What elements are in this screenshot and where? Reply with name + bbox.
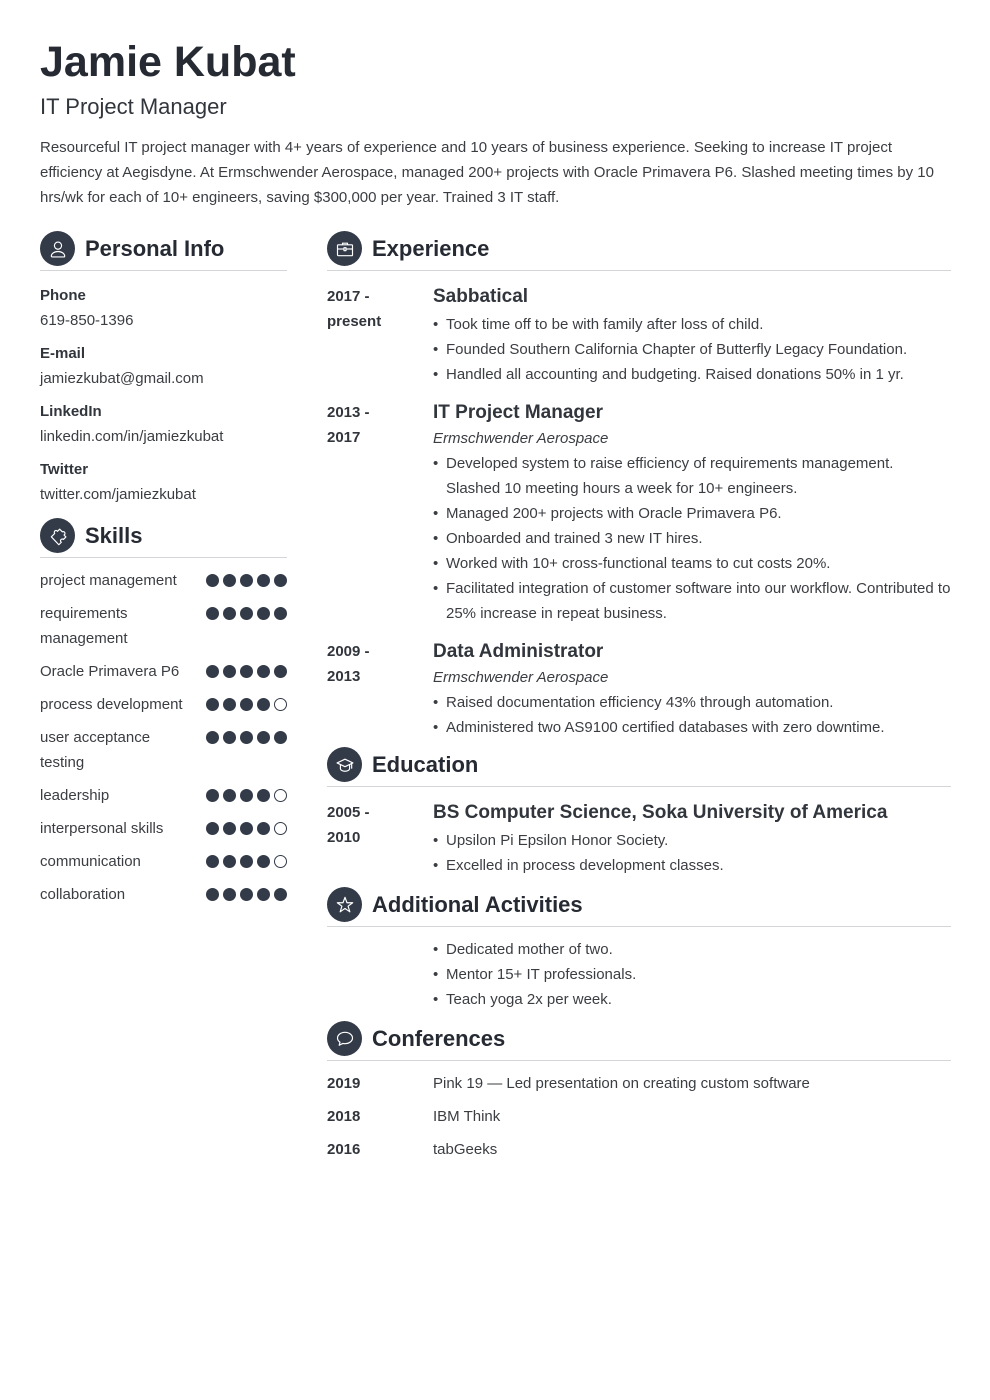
- bullet-item: • Managed 200+ projects with Oracle Primavera P6.: [433, 501, 951, 526]
- skill-rating: [206, 659, 287, 678]
- filled-dot-icon: [257, 822, 270, 835]
- date-end: present: [327, 313, 382, 330]
- skill-rating: [206, 882, 287, 901]
- bullet-item: • Facilitated integration of customer software into our workflow. Contributed to 25% increase in repeat business.: [433, 576, 951, 626]
- section-header: [327, 886, 951, 927]
- email-value: jamiezkubat@gmail.com: [40, 370, 204, 387]
- additional-activities-section: [327, 886, 951, 1012]
- filled-dot-icon: [274, 607, 287, 620]
- entry-date: [327, 283, 433, 387]
- bullet-item: • Worked with 10+ cross-functional teams to cut costs 20%.: [433, 551, 951, 576]
- info-label: Phone: [40, 287, 86, 304]
- bullet-item: • Administered two AS9100 certified databases with zero downtime.: [433, 715, 951, 740]
- filled-dot-icon: [240, 888, 253, 901]
- empty-dot-icon: [274, 822, 287, 835]
- filled-dot-icon: [223, 888, 236, 901]
- bullet-item: • Handled all accounting and budgeting. Raised donations 50% in 1 yr.: [433, 362, 951, 387]
- info-item-email: [40, 341, 287, 391]
- section-header: [40, 517, 287, 558]
- skill-row: [40, 692, 287, 717]
- filled-dot-icon: [206, 855, 219, 868]
- section-title: Personal Info: [85, 236, 225, 261]
- conference-row: [327, 1133, 951, 1166]
- experience-entry: [327, 399, 951, 626]
- filled-dot-icon: [223, 607, 236, 620]
- filled-dot-icon: [240, 698, 253, 711]
- skill-row: [40, 816, 287, 841]
- skill-row: [40, 783, 287, 808]
- briefcase-icon: [327, 231, 362, 266]
- speech-bubble-icon: [327, 1021, 362, 1056]
- date-start: 2017 -: [327, 288, 370, 305]
- filled-dot-icon: [223, 855, 236, 868]
- date-end: 2010: [327, 829, 361, 846]
- conference-text: IBM Think: [433, 1108, 501, 1125]
- company-name: Ermschwender Aerospace: [433, 669, 609, 686]
- filled-dot-icon: [257, 731, 270, 744]
- summary-paragraph: Resourceful IT project manager with 4+ years of experience and 10 years of business experience. Seeking to increase IT project efficiency at Aegisdyne. At Ermschwender Aerospace, managed 200+ projects with Oracle Primavera P6. Slashed meeting times by 10 hrs/wk for each of 10+ engineers, saving $300,000 per year. Trained 3 IT staff.: [40, 139, 934, 206]
- filled-dot-icon: [257, 607, 270, 620]
- job-title: Data Administrator: [433, 641, 604, 662]
- filled-dot-icon: [240, 789, 253, 802]
- filled-dot-icon: [223, 574, 236, 587]
- skill-rating: [206, 783, 287, 802]
- empty-dot-icon: [274, 698, 287, 711]
- bullet-list: [433, 451, 951, 626]
- info-item-phone: [40, 283, 287, 333]
- experience-section: [327, 230, 951, 740]
- skill-name: user acceptance testing: [40, 729, 151, 771]
- conferences-section: [327, 1020, 951, 1166]
- section-title: Skills: [85, 523, 143, 548]
- info-item-linkedin: [40, 399, 287, 449]
- filled-dot-icon: [206, 574, 219, 587]
- filled-dot-icon: [257, 574, 270, 587]
- filled-dot-icon: [240, 731, 253, 744]
- date-start: 2013 -: [327, 404, 370, 421]
- info-label: E-mail: [40, 345, 86, 362]
- filled-dot-icon: [206, 607, 219, 620]
- personal-info-list: [40, 271, 287, 507]
- bullet-item: • Dedicated mother of two.: [433, 937, 951, 962]
- activities-entry: [327, 937, 951, 1012]
- conference-row: [327, 1067, 951, 1100]
- entry-body: [433, 399, 951, 626]
- bullet-item: • Onboarded and trained 3 new IT hires.: [433, 526, 951, 551]
- skill-name: interpersonal skills: [40, 820, 164, 837]
- skill-name: collaboration: [40, 886, 126, 903]
- entry-date-empty: [327, 937, 433, 1012]
- left-column: [40, 230, 287, 915]
- filled-dot-icon: [274, 731, 287, 744]
- entry-body: [433, 937, 951, 1012]
- bullet-item: • Mentor 15+ IT professionals.: [433, 962, 951, 987]
- section-title: Education: [372, 752, 479, 777]
- filled-dot-icon: [223, 665, 236, 678]
- right-column: [327, 230, 951, 1166]
- bullet-list: [433, 312, 951, 387]
- job-title: IT Project Manager: [433, 402, 603, 423]
- skill-rating: [206, 725, 287, 744]
- filled-dot-icon: [240, 665, 253, 678]
- conference-year: 2016: [327, 1141, 361, 1158]
- experience-entry: [327, 283, 951, 387]
- section-title: Experience: [372, 236, 490, 261]
- conference-text: tabGeeks: [433, 1141, 498, 1158]
- date-end: 2017: [327, 429, 361, 446]
- linkedin-value: linkedin.com/in/jamiezkubat: [40, 428, 224, 445]
- filled-dot-icon: [257, 665, 270, 678]
- skill-row: [40, 849, 287, 874]
- entry-date: [327, 799, 433, 878]
- bullet-list: [433, 937, 951, 1012]
- skill-name: communication: [40, 853, 141, 870]
- section-header: [327, 1020, 951, 1061]
- filled-dot-icon: [257, 855, 270, 868]
- skill-name: requirements management: [40, 605, 128, 647]
- skill-row: [40, 568, 287, 593]
- star-icon: [327, 887, 362, 922]
- entry-body: [433, 638, 951, 740]
- filled-dot-icon: [206, 665, 219, 678]
- personal-info-section: [40, 230, 287, 507]
- skill-name: project management: [40, 572, 177, 589]
- skill-list: [40, 558, 287, 907]
- candidate-name: Jamie Kubat: [40, 38, 296, 86]
- section-title: Additional Activities: [372, 892, 583, 917]
- date-start: 2009 -: [327, 643, 370, 660]
- filled-dot-icon: [240, 855, 253, 868]
- conference-text: Pink 19 — Led presentation on creating custom software: [433, 1075, 810, 1092]
- bullet-item: • Took time off to be with family after loss of child.: [433, 312, 951, 337]
- filled-dot-icon: [240, 822, 253, 835]
- entry-date: [327, 638, 433, 740]
- section-header: [327, 230, 951, 271]
- skill-rating: [206, 601, 287, 620]
- puzzle-icon: [40, 518, 75, 553]
- conference-list: [327, 1067, 951, 1166]
- date-end: 2013: [327, 668, 361, 685]
- filled-dot-icon: [274, 665, 287, 678]
- entry-body: [433, 799, 951, 878]
- filled-dot-icon: [240, 574, 253, 587]
- skills-section: [40, 517, 287, 907]
- skill-rating: [206, 816, 287, 835]
- filled-dot-icon: [223, 731, 236, 744]
- filled-dot-icon: [206, 888, 219, 901]
- filled-dot-icon: [223, 789, 236, 802]
- skill-row: [40, 601, 287, 651]
- skill-name: Oracle Primavera P6: [40, 663, 180, 680]
- filled-dot-icon: [240, 607, 253, 620]
- filled-dot-icon: [206, 822, 219, 835]
- filled-dot-icon: [206, 698, 219, 711]
- empty-dot-icon: [274, 855, 287, 868]
- section-header: [40, 230, 287, 271]
- date-start: 2005 -: [327, 804, 370, 821]
- skill-row: [40, 659, 287, 684]
- phone-value: 619-850-1396: [40, 312, 134, 329]
- bullet-item: • Developed system to raise efficiency of requirements management. Slashed 10 meeting hours a week for 10+ engineers.: [433, 451, 951, 501]
- bullet-item: • Raised documentation efficiency 43% through automation.: [433, 690, 951, 715]
- filled-dot-icon: [206, 731, 219, 744]
- filled-dot-icon: [223, 698, 236, 711]
- filled-dot-icon: [257, 789, 270, 802]
- empty-dot-icon: [274, 789, 287, 802]
- skill-row: [40, 882, 287, 907]
- conference-year: 2019: [327, 1075, 361, 1092]
- filled-dot-icon: [274, 574, 287, 587]
- degree-title: BS Computer Science, Soka University of America: [433, 802, 888, 823]
- bullet-list: [433, 690, 951, 740]
- filled-dot-icon: [274, 888, 287, 901]
- skill-name: leadership: [40, 787, 110, 804]
- candidate-title: IT Project Manager: [40, 94, 227, 119]
- bullet-item: • Excelled in process development classes.: [433, 853, 951, 878]
- filled-dot-icon: [223, 822, 236, 835]
- education-entry: [327, 799, 951, 878]
- skill-rating: [206, 568, 287, 587]
- twitter-value: twitter.com/jamiezkubat: [40, 486, 196, 503]
- bullet-item: • Founded Southern California Chapter of Butterfly Legacy Foundation.: [433, 337, 951, 362]
- skill-name: process development: [40, 696, 183, 713]
- user-icon: [40, 231, 75, 266]
- bullet-item: • Teach yoga 2x per week.: [433, 987, 951, 1012]
- filled-dot-icon: [206, 789, 219, 802]
- skill-rating: [206, 849, 287, 868]
- skill-rating: [206, 692, 287, 711]
- education-section: [327, 746, 951, 878]
- skill-row: [40, 725, 287, 775]
- section-header: [327, 746, 951, 787]
- conference-row: [327, 1100, 951, 1133]
- job-title: Sabbatical: [433, 286, 529, 307]
- info-item-twitter: [40, 457, 287, 507]
- bullet-item: • Upsilon Pi Epsilon Honor Society.: [433, 828, 951, 853]
- conference-year: 2018: [327, 1108, 361, 1125]
- filled-dot-icon: [257, 698, 270, 711]
- section-title: Conferences: [372, 1026, 506, 1051]
- graduation-cap-icon: [327, 747, 362, 782]
- bullet-list: [433, 828, 951, 878]
- entry-body: [433, 283, 951, 387]
- experience-entry: [327, 638, 951, 740]
- info-label: Twitter: [40, 461, 89, 478]
- company-name: Ermschwender Aerospace: [433, 430, 609, 447]
- filled-dot-icon: [257, 888, 270, 901]
- info-label: LinkedIn: [40, 403, 102, 420]
- entry-date: [327, 399, 433, 626]
